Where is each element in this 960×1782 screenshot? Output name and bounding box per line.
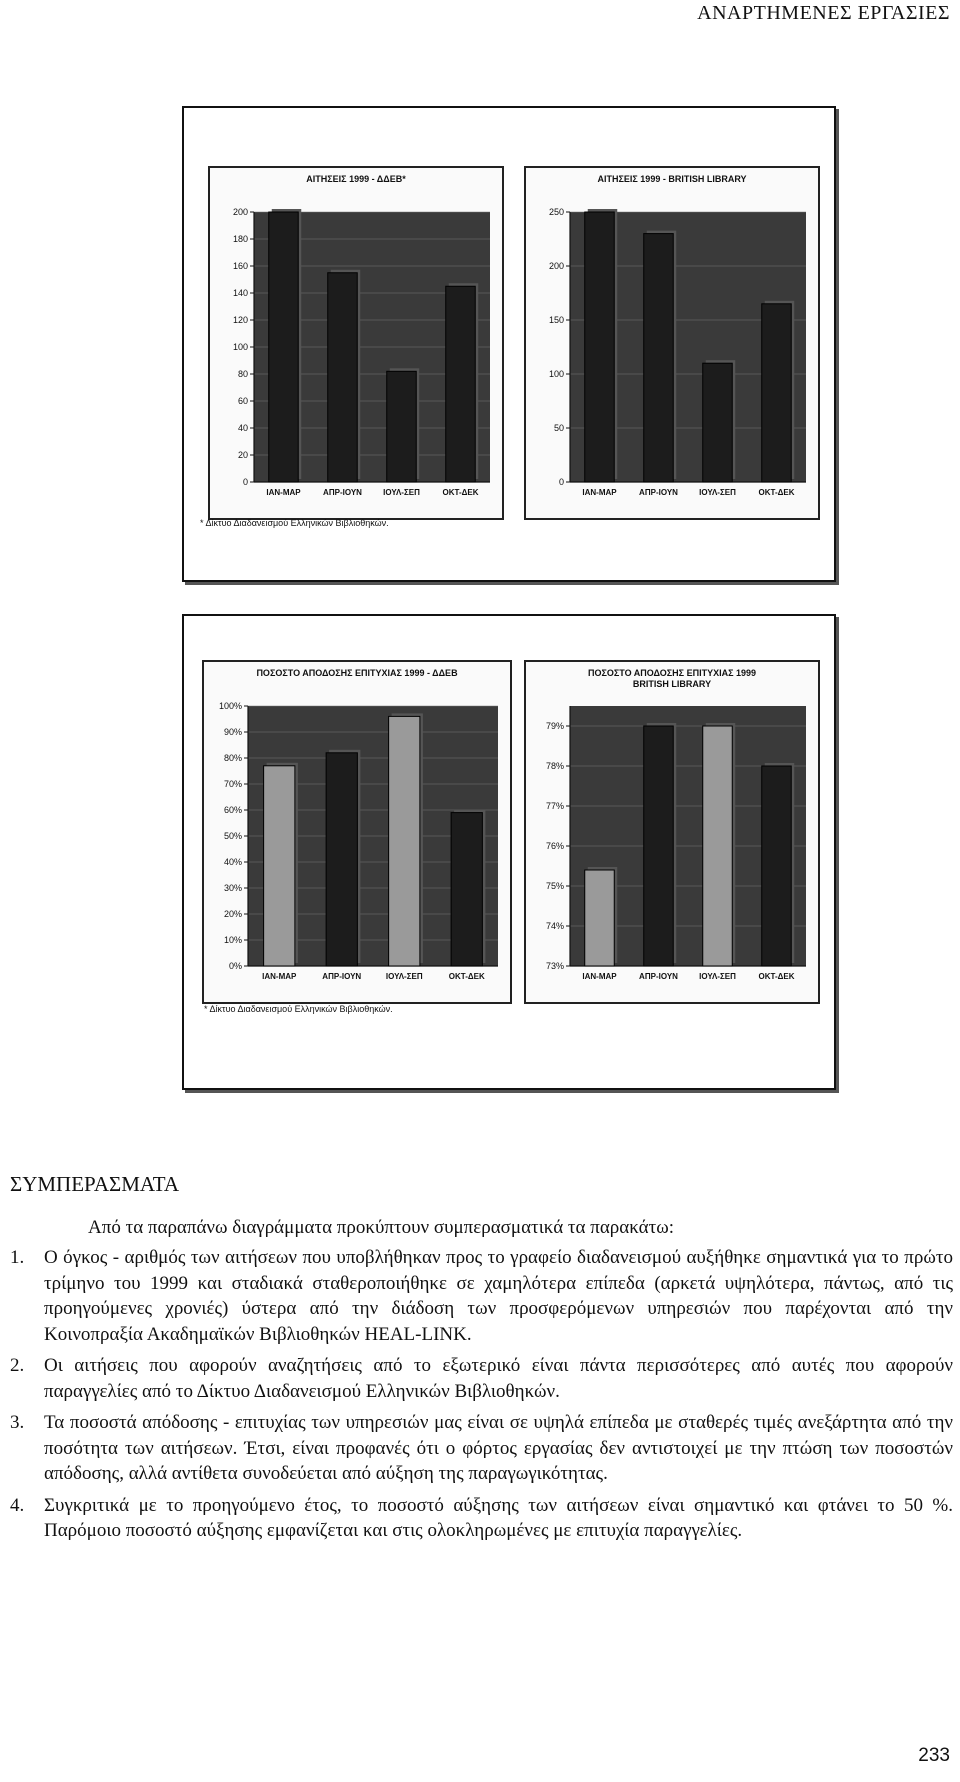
y-tick-label: 100: [548, 369, 564, 379]
y-tick-label: 40: [237, 423, 248, 433]
chart-requests-bl: [524, 166, 820, 520]
y-tick-label: 250: [548, 207, 564, 217]
bar: [585, 212, 615, 482]
x-tick-label: ΙΟΥΛ-ΣΕΠ: [699, 488, 736, 497]
y-tick-label: 160: [232, 261, 248, 271]
x-tick-label: ΑΠΡ-ΙΟΥΝ: [323, 488, 362, 497]
y-tick-label: 0: [558, 477, 564, 487]
chart-plot: [526, 662, 818, 1002]
y-tick-label: 120: [232, 315, 248, 325]
section-heading: ΣΥΜΠΕΡΑΣΜΑΤΑ: [10, 1172, 180, 1196]
y-tick-label: 74%: [545, 921, 564, 931]
x-tick-label: ΟΚΤ-ΔΕΚ: [442, 488, 479, 497]
bar: [762, 766, 792, 966]
y-tick-label: 20: [237, 450, 248, 460]
bar: [264, 766, 295, 966]
chart-plot: [210, 168, 502, 518]
figure-footnote: * Δίκτυο Διαδανεισμού Ελληνικών Βιβλιοθηκών.: [204, 1004, 393, 1014]
y-tick-label: 76%: [545, 841, 564, 851]
item-text: Τα ποσοστά απόδοσης - επιτυχίας των υπηρεσιών μας είναι σε υψηλά επίπεδα με σταθερές τιμές ανεξάρτητα από την ποσότητα των αιτήσεων. Έτσι, είναι προφανές ότι ο φόρτος εργασίας δεν αντιστοιχεί με την πτώση των ποσοστών απόδοσης, αλλά αντίθετα συνοδεύεται από αύξηση της παραγωγικότητας.: [44, 1412, 953, 1484]
y-tick-label: 40%: [223, 857, 242, 867]
y-tick-label: 0%: [228, 961, 242, 971]
bar: [387, 371, 417, 482]
y-tick-label: 77%: [545, 801, 564, 811]
y-tick-label: 78%: [545, 761, 564, 771]
item-number: 3.: [10, 1412, 25, 1433]
chart-title: ΑΙΤΗΣΕΙΣ 1999 - ΔΔΕΒ*: [306, 174, 406, 184]
y-tick-label: 70%: [223, 779, 242, 789]
bar: [269, 212, 299, 482]
y-tick-label: 50%: [223, 831, 242, 841]
bar: [446, 286, 476, 482]
item-number: 2.: [10, 1355, 25, 1376]
y-tick-label: 75%: [545, 881, 564, 891]
x-tick-label: ΑΠΡ-ΙΟΥΝ: [639, 488, 678, 497]
y-tick-label: 80%: [223, 753, 242, 763]
figure-footnote: * Δίκτυο Διαδανεισμού Ελληνικών Βιβλιοθηκών.: [200, 518, 389, 528]
y-tick-label: 200: [548, 261, 564, 271]
conclusions-list: [10, 1245, 953, 1550]
figure-requests: [182, 106, 836, 582]
bar: [451, 813, 482, 966]
figure-success-rates: [182, 614, 836, 1090]
chart-success-ddeb: [202, 660, 512, 1004]
list-item: [10, 1410, 953, 1487]
bar: [328, 273, 358, 482]
y-tick-label: 100: [232, 342, 248, 352]
item-number: 1.: [10, 1247, 25, 1268]
chart-plot: [526, 168, 818, 518]
bar: [585, 870, 615, 966]
y-tick-label: 180: [232, 234, 248, 244]
item-text: Συγκριτικά με το προηγούμενο έτος, το ποσοστό αύξησης των αιτήσεων είναι σημαντικό και φτάνει το 50 %. Παρόμοιο ποσοστό αύξησης εμφανίζεται και στις ολοκληρωμένες με επιτυχία παραγγελίες.: [44, 1494, 953, 1541]
y-tick-label: 50: [553, 423, 564, 433]
y-tick-label: 150: [548, 315, 564, 325]
y-tick-label: 10%: [223, 935, 242, 945]
x-tick-label: ΙΟΥΛ-ΣΕΠ: [699, 972, 736, 981]
x-tick-label: ΑΠΡ-ΙΟΥΝ: [639, 972, 678, 981]
x-tick-label: ΟΚΤ-ΔΕΚ: [448, 972, 485, 981]
running-header: ΑΝΑΡΤΗΜΕΝΕΣ ΕΡΓΑΣΙΕΣ: [697, 2, 950, 24]
y-tick-label: 60: [237, 396, 248, 406]
y-tick-label: 200: [232, 207, 248, 217]
y-tick-label: 20%: [223, 909, 242, 919]
y-tick-label: 73%: [545, 961, 564, 971]
x-tick-label: ΙΟΥΛ-ΣΕΠ: [383, 488, 420, 497]
x-tick-label: ΙΑΝ-ΜΑΡ: [266, 488, 301, 497]
y-tick-label: 140: [232, 288, 248, 298]
intro-paragraph: Από τα παραπάνω διαγράμματα προκύπτουν συμπερασματικά τα παρακάτω:: [88, 1217, 675, 1238]
item-text: Οι αιτήσεις που αφορούν αναζητήσεις από το εξωτερικό είναι πάντα περισσότερες από αυτές που αφορούν παραγγελίες από το Δίκτυο Διαδανεισμού Ελληνικών Βιβλιοθηκών.: [44, 1355, 953, 1402]
y-tick-label: 0: [242, 477, 248, 487]
item-text: Ο όγκος - αριθμός των αιτήσεων που υποβλήθηκαν προς το γραφείο διαδανεισμού αυξήθηκε σημαντικά για το πρώτο τρίμηνο του 1999 και σταδιακά σταθεροποιήθηκε σε χαμηλότερα επίπεδα (αρκετά υψηλότερα, πάντως, από τις προηγούμενες χρονιές) ύστερα από την διάδοση των προσφερόμενων υπηρεσιών που παρέχονται από την Κοινοπραξία Ακαδημαϊκών Βιβλιοθηκών HEAL-LINK.: [44, 1247, 953, 1345]
x-tick-label: ΙΑΝ-ΜΑΡ: [582, 488, 617, 497]
x-tick-label: ΟΚΤ-ΔΕΚ: [758, 488, 795, 497]
x-tick-label: ΙΟΥΛ-ΣΕΠ: [385, 972, 423, 981]
y-tick-label: 79%: [545, 721, 564, 731]
x-tick-label: ΙΑΝ-ΜΑΡ: [582, 972, 617, 981]
chart-title: ΠΟΣΟΣΤΟ ΑΠΟΔΟΣΗΣ ΕΠΙΤΥΧΙΑΣ 1999 - ΔΔΕΒ: [256, 668, 458, 678]
x-tick-label: ΑΠΡ-ΙΟΥΝ: [322, 972, 362, 981]
page-number: 233: [918, 1745, 950, 1766]
list-item: [10, 1245, 953, 1347]
bar: [644, 234, 674, 482]
x-tick-label: ΙΑΝ-ΜΑΡ: [262, 972, 297, 981]
chart-requests-ddeb: [208, 166, 504, 520]
y-tick-label: 80: [237, 369, 248, 379]
chart-plot: [204, 662, 510, 1002]
list-item: [10, 1353, 953, 1404]
chart-success-bl: [524, 660, 820, 1004]
x-tick-label: ΟΚΤ-ΔΕΚ: [758, 972, 795, 981]
bar: [644, 726, 674, 966]
y-tick-label: 100%: [218, 701, 242, 711]
bar: [389, 716, 420, 966]
bar: [703, 363, 733, 482]
y-tick-label: 30%: [223, 883, 242, 893]
item-number: 4.: [10, 1494, 25, 1516]
list-item: [10, 1493, 953, 1544]
bar: [326, 753, 357, 966]
y-tick-label: 90%: [223, 727, 242, 737]
y-tick-label: 60%: [223, 805, 242, 815]
chart-title: ΠΟΣΟΣΤΟ ΑΠΟΔΟΣΗΣ ΕΠΙΤΥΧΙΑΣ 1999 BRITISH LIBRARY: [587, 668, 757, 689]
bar: [762, 304, 792, 482]
chart-title: ΑΙΤΗΣΕΙΣ 1999 - BRITISH LIBRARY: [597, 174, 747, 184]
bar: [703, 726, 733, 966]
